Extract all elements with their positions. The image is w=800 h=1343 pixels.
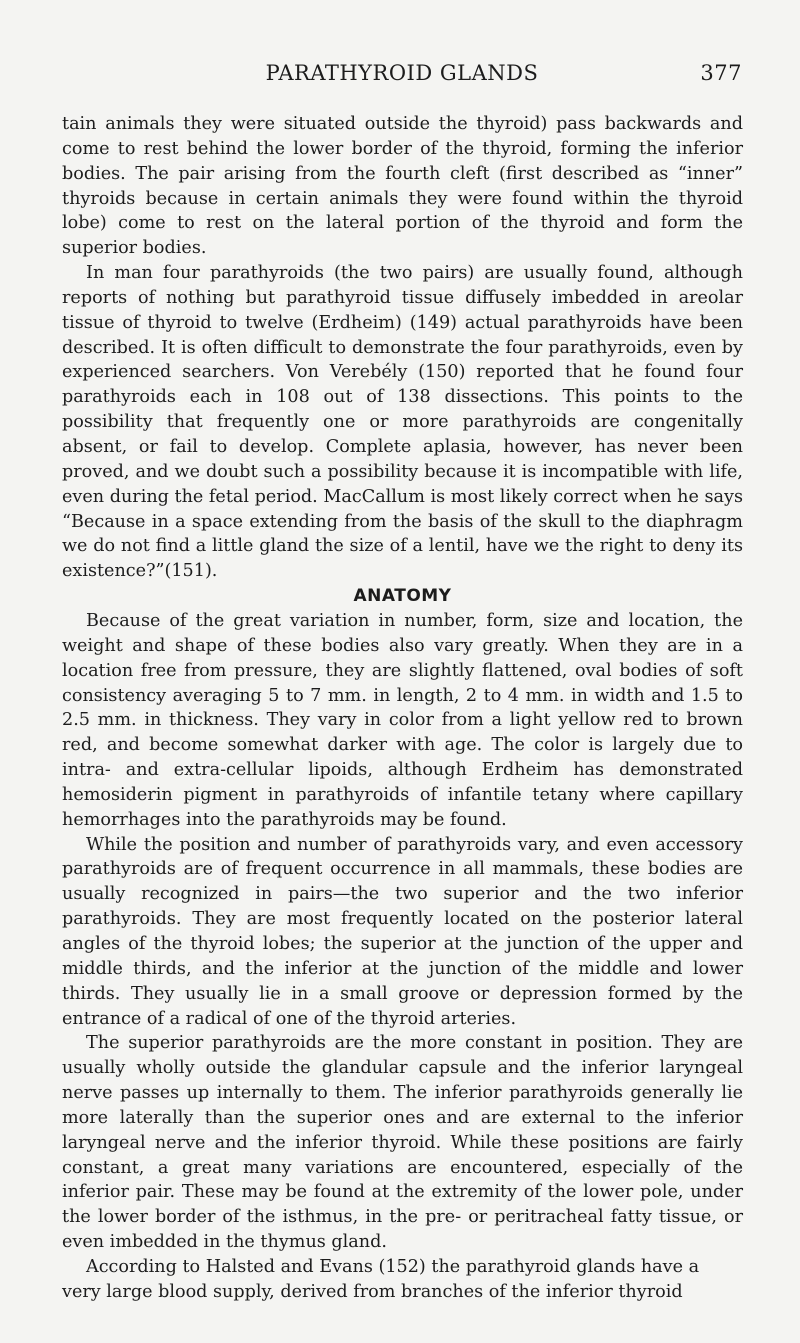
paragraph-parathyroid-count: In man four parathyroids (the two pairs) are usually found, although reports of nothing but parathyroid tissue diffusely imbedded in areolar tissue of thyroid to twelve (Erdheim) (149) actual parathyroids have been described. It is often difficult to demonstrate the four parathyroids, even by experienced searchers. Von Verebély (150) reported that he found four parathyroids each in 108 out of 138 dissections. This points to the possibility that frequently one or more parathyroids are congenitally absent, or fail to develop. Complete aplasia, however, has never been proved, and we doubt such a possibility because it is incompatible with life, even during the fetal period. MacCallum is most likely correct when he says “Because in a space extending from the basis of the skull to the diaphragm we do not find a little gland the size of a lentil, have we the right to deny its existence?”(151). — [62, 263, 743, 582]
paragraph-continued: tain animals they were situated outside the thyroid) pass backwards and come to rest behind the lower border of the thyroid, forming the inferior bodies. The pair arising from the fourth cleft (first described as “inner” thyroids because in certain animals they were found within the thyroid lobe) come to rest on the lateral portion of the thyroid and form the superior bodies. — [62, 114, 743, 259]
paragraph-form-size: Because of the great variation in number, form, size and location, the weight and shape of these bodies also vary greatly. When they are in a location free from pressure, they are slightly flattened, oval bodies of soft consistency averaging 5 to 7 mm. in length, 2 to 4 mm. in width and 1.5 to 2.5 mm. in thickness. They vary in color from a light yellow red to brown red, and become somewhat darker with age. The color is largely due to intra- and extra-cellular lipoids, although Erdheim has demonstrated hemosiderin pigment in parathyroids of infantile tetany where capillary hemorrhages into the parathyroids may be found. — [62, 611, 743, 830]
paragraph-superior-inferior: The superior parathyroids are the more constant in position. They are usually wholly outside the glandular capsule and the inferior laryngeal nerve passes up internally to them. The inferior parathyroids generally lie more laterally than the superior ones and are external to the inferior laryngeal nerve and the inferior thyroid. While these positions are fairly constant, a great many variations are encountered, especially of the inferior pair. These may be found at the extremity of the lower pole, under the lower border of the isthmus, in the pre- or peritracheal fatty tissue, or even imbedded in the thymus gland. — [62, 1033, 743, 1253]
paragraph-blood-supply: According to Halsted and Evans (152) the parathyroid glands have a very large blood supply, derived from branches of the inferior thyroid — [62, 1256, 700, 1302]
running-head-title: PARATHYROID GLANDS — [265, 61, 539, 85]
section-heading-anatomy: ANATOMY — [353, 586, 452, 607]
page-number: 377 — [700, 61, 742, 85]
running-head — [62, 61, 742, 91]
paragraph-position: While the position and number of parathyroids vary, and even accessory parathyroids are of frequent occurrence in all mammals, these bodies are usually recognized in pairs—the two superior and the two inferior parathyroids. They are most frequently located on the posterior lateral angles of the thyroid lobes; the superior at the junction of the upper and middle thirds, and the inferior at the junction of the middle and lower thirds. They usually lie in a small groove or depression formed by the entrance of a radical of one of the thyroid arteries. — [62, 834, 743, 1029]
body-text — [62, 112, 743, 1305]
